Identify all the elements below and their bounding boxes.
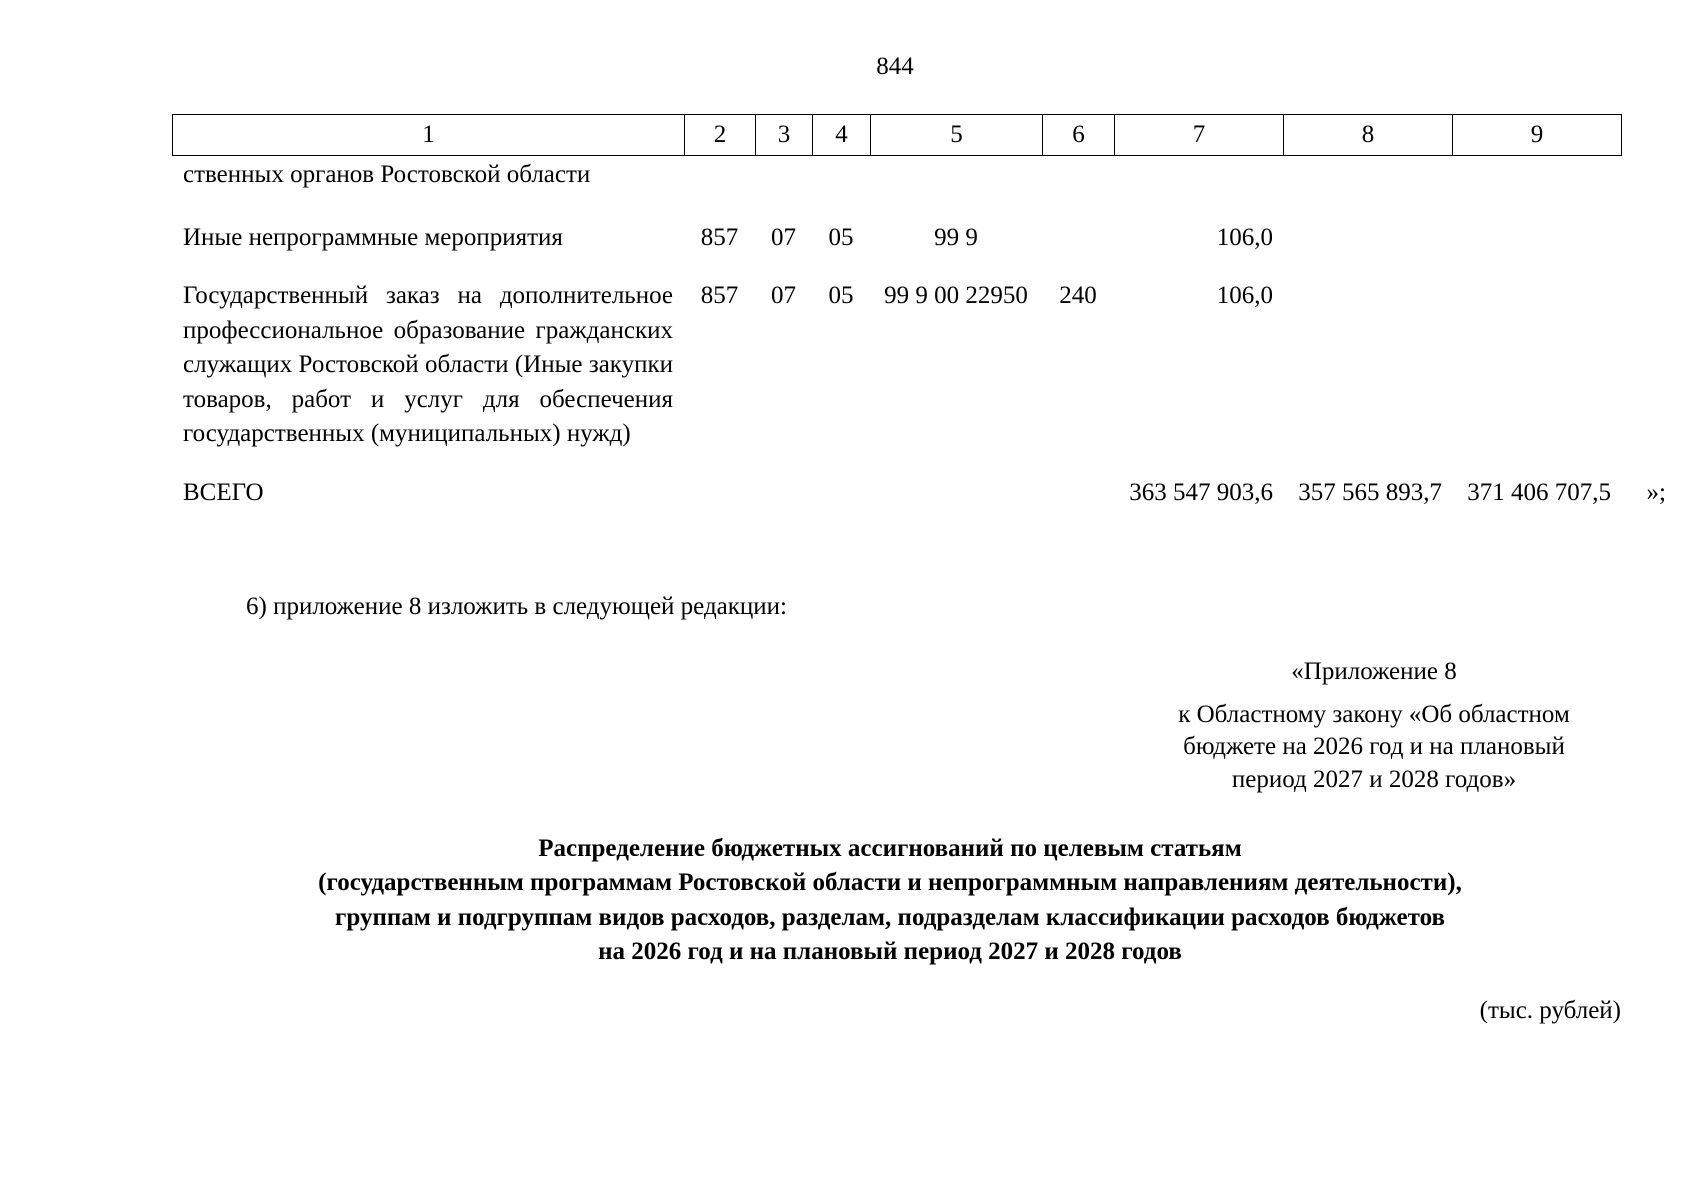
appendix-title: «Приложение 8 (1291, 658, 1457, 685)
row-section-code (755, 476, 812, 511)
appendix-line: к Областному закону «Об областном (1178, 700, 1570, 728)
budget-rows (172, 158, 1666, 530)
appendix-line: период 2027 и 2028 годов» (1231, 765, 1517, 793)
row-expense-type: 240 (1059, 282, 1097, 309)
row-ministry-code (684, 476, 755, 511)
units-label: (тыс. рублей) (1479, 997, 1621, 1024)
header-col-7: 7 (1115, 115, 1284, 156)
row-amount-2026: 106,0 (1216, 223, 1273, 251)
appendix-line: бюджете на 2026 год и на плановый (1183, 733, 1565, 760)
document-title-line: (государственным программам Ростовской области и непрограммным направлениям деятельности), (318, 869, 1462, 897)
document-title-line: на 2026 год и на плановый период 2027 и 2028 годов (598, 937, 1182, 965)
header-col-1: 1 (173, 115, 685, 156)
header-col-5: 5 (871, 115, 1043, 156)
row-expense-type (1042, 221, 1114, 256)
header-col-3: 3 (756, 115, 813, 156)
table-row-total (172, 476, 1666, 511)
document-title-line: группам и подгруппам видов расходов, разделам, подразделам классификации расходов бюджетов (335, 903, 1445, 931)
row-amount-2027 (1283, 221, 1452, 256)
header-col-8: 8 (1284, 115, 1453, 156)
row-target-code: 99 9 00 22950 (884, 282, 1028, 309)
row-name: ВСЕГО (183, 478, 264, 506)
row-target-code (870, 476, 1042, 511)
header-col-6: 6 (1043, 115, 1115, 156)
row-amount-2027: 357 565 893,7 (1298, 478, 1442, 506)
column-header-table (172, 114, 1622, 156)
row-amount-2028: 371 406 707,5 (1467, 478, 1611, 506)
row-ministry-code: 857 (700, 223, 739, 251)
row-expense-type (1042, 476, 1114, 511)
document-title (190, 832, 1590, 969)
amendment-paragraph: 6) приложение 8 изложить в следующей редакции: (246, 593, 787, 620)
row-amount-2026: 363 547 903,6 (1129, 478, 1273, 506)
header-col-9: 9 (1453, 115, 1622, 156)
row-amount-2026: 106,0 (1216, 282, 1273, 309)
row-amount-2028 (1452, 221, 1621, 256)
closing-quote: »; (1646, 478, 1666, 506)
table-row (172, 158, 1644, 193)
header-row (173, 115, 1622, 156)
appendix-block (1100, 656, 1648, 796)
row-amount-2028 (1452, 279, 1621, 452)
document-title-line: Распределение бюджетных ассигнований по целевым статьям (538, 835, 1242, 862)
header-col-2: 2 (685, 115, 756, 156)
row-target-code: 99 9 (934, 223, 978, 251)
row-subsection-code: 05 (828, 282, 854, 309)
table-row (172, 279, 1644, 452)
row-subsection-code: 05 (828, 223, 854, 251)
row-subsection-code (812, 476, 870, 511)
row-name: Иные непрограммные мероприятия (183, 223, 563, 251)
header-col-4: 4 (813, 115, 871, 156)
row-section-code: 07 (771, 223, 796, 251)
page-number: 844 (876, 53, 914, 80)
row-name: Государственный заказ на дополнительное профессиональное образование гражданских служащих Ростовской области (Иные закупки товаров, работ и услуг для обеспечения государственных (муниципальных) нужд) (183, 282, 673, 447)
row-name: ственных органов Ростовской области (183, 161, 591, 188)
row-section-code: 07 (771, 282, 796, 309)
row-ministry-code: 857 (700, 282, 739, 309)
row-amount-2027 (1283, 279, 1452, 452)
table-row (172, 221, 1644, 256)
